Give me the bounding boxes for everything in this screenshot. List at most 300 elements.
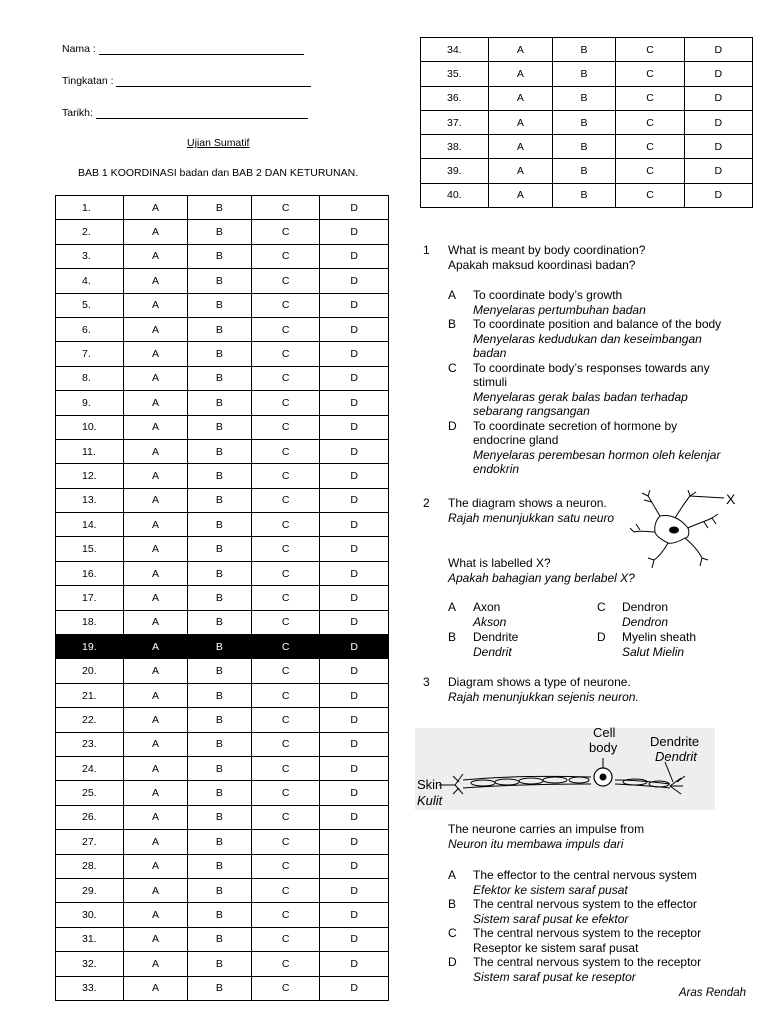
option-text-line: The central nervous system to the receptor bbox=[473, 926, 702, 940]
question-prompt-en: What is labelled X? bbox=[448, 556, 551, 570]
form-line bbox=[116, 75, 311, 87]
option-text-line: stimuli bbox=[473, 375, 508, 389]
question-3-stem bbox=[448, 822, 748, 852]
option-text-en: Dendron bbox=[622, 600, 669, 614]
answer-option-d[interactable]: D bbox=[320, 342, 389, 366]
answer-option-a[interactable]: A bbox=[124, 586, 188, 610]
answer-option-d[interactable]: D bbox=[684, 135, 752, 159]
answer-option-b[interactable]: B bbox=[552, 159, 616, 183]
name-field bbox=[62, 43, 304, 55]
question-text-ms: Rajah menunjukkan satu neuro bbox=[448, 510, 615, 525]
answer-row bbox=[421, 159, 753, 183]
question-number-cell: 22. bbox=[56, 708, 124, 732]
answer-option-a[interactable]: A bbox=[124, 610, 188, 634]
option-b[interactable] bbox=[448, 317, 748, 361]
answer-option-b[interactable]: B bbox=[187, 830, 251, 854]
option-text-line: Menyelaras pertumbuhan badan bbox=[473, 302, 646, 317]
option-letter: D bbox=[448, 955, 457, 969]
answer-option-c[interactable]: C bbox=[251, 732, 320, 756]
question-number-cell: 20. bbox=[56, 659, 124, 683]
option-c[interactable] bbox=[597, 600, 737, 630]
answer-option-a[interactable]: A bbox=[489, 159, 553, 183]
answer-option-c[interactable]: C bbox=[251, 391, 320, 415]
answer-row bbox=[56, 269, 389, 293]
answer-option-b[interactable]: B bbox=[187, 488, 251, 512]
answer-option-d[interactable]: D bbox=[320, 854, 389, 878]
answer-option-b[interactable]: B bbox=[187, 391, 251, 415]
answer-option-d[interactable]: D bbox=[320, 732, 389, 756]
answer-option-c[interactable]: C bbox=[616, 86, 684, 110]
answer-row bbox=[56, 561, 389, 585]
option-letter: C bbox=[597, 600, 606, 614]
answer-option-c[interactable]: C bbox=[251, 708, 320, 732]
answer-option-b[interactable]: B bbox=[187, 317, 251, 341]
option-text-line: endocrine gland bbox=[473, 433, 559, 447]
answer-option-c[interactable]: C bbox=[251, 927, 320, 951]
option-text-line: badan bbox=[473, 346, 507, 360]
answer-option-b[interactable]: B bbox=[187, 732, 251, 756]
question-number-cell: 8. bbox=[56, 366, 124, 390]
answer-row bbox=[421, 86, 753, 110]
question-number-cell: 7. bbox=[56, 342, 124, 366]
question-number-cell: 16. bbox=[56, 561, 124, 585]
question-1 bbox=[423, 243, 753, 271]
answer-option-c[interactable]: C bbox=[251, 878, 320, 902]
option-letter: D bbox=[448, 418, 457, 433]
name-line bbox=[99, 43, 304, 55]
answer-option-c[interactable]: C bbox=[616, 38, 684, 62]
option-letter: B bbox=[448, 317, 457, 331]
answer-option-a[interactable]: A bbox=[124, 635, 188, 659]
option-text-line: Menyelaras kedudukan dan keseimbangan bbox=[473, 331, 702, 346]
answer-option-a[interactable]: A bbox=[124, 537, 188, 561]
answer-option-a[interactable]: A bbox=[124, 683, 188, 707]
answer-option-b[interactable]: B bbox=[187, 220, 251, 244]
answer-option-a[interactable]: A bbox=[124, 903, 188, 927]
answer-option-a[interactable]: A bbox=[489, 86, 553, 110]
answer-option-a[interactable]: A bbox=[124, 732, 188, 756]
option-text-ms: Akson bbox=[473, 614, 507, 629]
answer-option-c[interactable]: C bbox=[251, 610, 320, 634]
answer-option-a[interactable]: A bbox=[124, 415, 188, 439]
answer-option-c[interactable]: C bbox=[251, 439, 320, 463]
option-letter: D bbox=[597, 630, 606, 644]
question-number: 1 bbox=[423, 243, 430, 257]
answer-option-d[interactable]: D bbox=[320, 415, 389, 439]
answer-option-c[interactable]: C bbox=[251, 756, 320, 780]
question-number-cell: 9. bbox=[56, 391, 124, 415]
question-number-cell: 14. bbox=[56, 513, 124, 537]
label-dendrite: Dendrite bbox=[650, 734, 700, 749]
answer-option-c[interactable]: C bbox=[251, 854, 320, 878]
question-number-cell: 37. bbox=[421, 110, 489, 134]
answer-option-c[interactable]: C bbox=[251, 952, 320, 976]
answer-option-b[interactable]: B bbox=[552, 86, 616, 110]
answer-option-d[interactable]: D bbox=[320, 366, 389, 390]
answer-option-b[interactable]: B bbox=[552, 38, 616, 62]
date-line bbox=[96, 107, 308, 119]
option-text-line: To coordinate body’s growth bbox=[473, 288, 623, 302]
form-field bbox=[62, 75, 311, 87]
answer-option-b[interactable]: B bbox=[187, 683, 251, 707]
answer-option-a[interactable]: A bbox=[124, 659, 188, 683]
answer-option-b[interactable]: B bbox=[552, 110, 616, 134]
answer-option-c[interactable]: C bbox=[251, 635, 320, 659]
answer-row bbox=[56, 488, 389, 512]
form-label: Tingkatan : bbox=[62, 75, 114, 87]
label-body: body bbox=[589, 740, 618, 755]
answer-option-c[interactable]: C bbox=[251, 488, 320, 512]
answer-option-a[interactable]: A bbox=[124, 244, 188, 268]
answer-option-d[interactable]: D bbox=[320, 610, 389, 634]
answer-option-d[interactable]: D bbox=[320, 269, 389, 293]
answer-option-a[interactable]: A bbox=[124, 781, 188, 805]
option-text-line: Menyelaras perembesan hormon oleh kelenjar bbox=[473, 447, 721, 462]
question-number-cell: 32. bbox=[56, 952, 124, 976]
answer-option-b[interactable]: B bbox=[187, 464, 251, 488]
answer-option-b[interactable]: B bbox=[187, 513, 251, 537]
option-a[interactable] bbox=[448, 288, 748, 317]
answer-option-d[interactable]: D bbox=[320, 927, 389, 951]
option-letter: A bbox=[448, 868, 457, 882]
answer-option-a[interactable]: A bbox=[124, 513, 188, 537]
option-d[interactable] bbox=[448, 955, 748, 984]
answer-option-b[interactable]: B bbox=[187, 756, 251, 780]
answer-option-b[interactable]: B bbox=[187, 781, 251, 805]
answer-option-d[interactable]: D bbox=[320, 635, 389, 659]
answer-option-d[interactable]: D bbox=[684, 62, 752, 86]
answer-row bbox=[56, 903, 389, 927]
answer-option-c[interactable]: C bbox=[251, 269, 320, 293]
answer-option-a[interactable]: A bbox=[489, 135, 553, 159]
answer-option-b[interactable]: B bbox=[187, 293, 251, 317]
answer-option-c[interactable]: C bbox=[251, 317, 320, 341]
question-number-cell: 11. bbox=[56, 439, 124, 463]
question-number-cell: 34. bbox=[421, 38, 489, 62]
answer-option-a[interactable]: A bbox=[124, 708, 188, 732]
difficulty-note: Aras Rendah bbox=[678, 987, 746, 999]
answer-option-c[interactable]: C bbox=[251, 366, 320, 390]
answer-option-b[interactable]: B bbox=[187, 854, 251, 878]
answer-option-d[interactable]: D bbox=[320, 756, 389, 780]
answer-row bbox=[56, 391, 389, 415]
answer-option-a[interactable]: A bbox=[124, 927, 188, 951]
question-number: 2 bbox=[423, 496, 430, 510]
answer-option-c[interactable]: C bbox=[616, 135, 684, 159]
answer-option-a[interactable]: A bbox=[124, 976, 188, 1000]
question-number-cell: 40. bbox=[421, 183, 489, 207]
answer-row bbox=[56, 635, 389, 659]
answer-option-b[interactable]: B bbox=[187, 952, 251, 976]
question-number-cell: 27. bbox=[56, 830, 124, 854]
answer-row bbox=[56, 732, 389, 756]
question-text-ms: Apakah maksud koordinasi badan? bbox=[448, 257, 636, 272]
option-b[interactable] bbox=[448, 630, 588, 660]
answer-option-c[interactable]: C bbox=[251, 903, 320, 927]
answer-option-a[interactable]: A bbox=[124, 293, 188, 317]
question-number-cell: 2. bbox=[56, 220, 124, 244]
option-a[interactable] bbox=[448, 600, 588, 630]
answer-option-b[interactable]: B bbox=[187, 976, 251, 1000]
answer-option-a[interactable]: A bbox=[124, 488, 188, 512]
answer-option-a[interactable]: A bbox=[124, 830, 188, 854]
answer-option-d[interactable]: D bbox=[320, 391, 389, 415]
answer-option-b[interactable]: B bbox=[552, 183, 616, 207]
question-number-cell: 23. bbox=[56, 732, 124, 756]
answer-row bbox=[56, 756, 389, 780]
option-letter: C bbox=[448, 926, 457, 940]
answer-option-d[interactable]: D bbox=[684, 183, 752, 207]
answer-option-a[interactable]: A bbox=[124, 269, 188, 293]
answer-option-b[interactable]: B bbox=[187, 708, 251, 732]
answer-option-a[interactable]: A bbox=[489, 38, 553, 62]
answer-option-d[interactable]: D bbox=[320, 464, 389, 488]
question-stem-en: The neurone carries an impulse from bbox=[448, 822, 645, 836]
answer-option-c[interactable]: C bbox=[251, 220, 320, 244]
answer-option-a[interactable]: A bbox=[124, 561, 188, 585]
answer-row bbox=[421, 135, 753, 159]
answer-option-a[interactable]: A bbox=[124, 952, 188, 976]
answer-option-b[interactable]: B bbox=[187, 927, 251, 951]
answer-option-d[interactable]: D bbox=[320, 976, 389, 1000]
question-number-cell: 21. bbox=[56, 683, 124, 707]
answer-option-d[interactable]: D bbox=[320, 830, 389, 854]
answer-option-d[interactable]: D bbox=[320, 439, 389, 463]
question-number-cell: 38. bbox=[421, 135, 489, 159]
answer-table-left bbox=[55, 195, 389, 1001]
answer-row bbox=[56, 610, 389, 634]
answer-option-c[interactable]: C bbox=[251, 342, 320, 366]
option-c[interactable] bbox=[448, 361, 748, 419]
answer-option-c[interactable]: C bbox=[251, 683, 320, 707]
answer-option-b[interactable]: B bbox=[187, 439, 251, 463]
answer-option-c[interactable]: C bbox=[616, 110, 684, 134]
label-x: X bbox=[726, 491, 736, 507]
answer-option-b[interactable]: B bbox=[187, 366, 251, 390]
answer-option-d[interactable]: D bbox=[684, 38, 752, 62]
answer-option-b[interactable]: B bbox=[187, 537, 251, 561]
question-text-en: What is meant by body coordination? bbox=[448, 243, 646, 257]
answer-option-c[interactable]: C bbox=[616, 62, 684, 86]
answer-option-d[interactable]: D bbox=[320, 293, 389, 317]
option-text-line: Efektor ke sistem saraf pusat bbox=[473, 882, 628, 897]
label-skin: Skin bbox=[417, 777, 443, 792]
answer-option-d[interactable]: D bbox=[320, 903, 389, 927]
answer-row bbox=[56, 927, 389, 951]
answer-option-c[interactable]: C bbox=[251, 415, 320, 439]
answer-option-a[interactable]: A bbox=[489, 110, 553, 134]
question-number-cell: 17. bbox=[56, 586, 124, 610]
answer-option-b[interactable]: B bbox=[187, 342, 251, 366]
answer-row bbox=[56, 805, 389, 829]
option-letter: A bbox=[448, 288, 457, 302]
answer-option-b[interactable]: B bbox=[187, 269, 251, 293]
option-text-line: Menyelaras gerak balas badan terhadap bbox=[473, 389, 688, 404]
answer-option-c[interactable]: C bbox=[251, 537, 320, 561]
question-number-cell: 19. bbox=[56, 635, 124, 659]
answer-option-c[interactable]: C bbox=[616, 159, 684, 183]
answer-option-b[interactable]: B bbox=[187, 561, 251, 585]
answer-option-b[interactable]: B bbox=[187, 610, 251, 634]
answer-option-c[interactable]: C bbox=[251, 586, 320, 610]
question-text-en: The diagram shows a neuron. bbox=[448, 496, 607, 510]
page-title: Ujian Sumatif bbox=[187, 137, 250, 149]
page-subtitle: BAB 1 KOORDINASI badan dan BAB 2 DAN KETURUNAN. bbox=[78, 167, 359, 179]
option-text-line: To coordinate position and balance of the body bbox=[473, 317, 722, 331]
answer-option-c[interactable]: C bbox=[251, 830, 320, 854]
answer-option-c[interactable]: C bbox=[251, 513, 320, 537]
answer-option-b[interactable]: B bbox=[187, 659, 251, 683]
answer-option-d[interactable]: D bbox=[320, 561, 389, 585]
question-number-cell: 4. bbox=[56, 269, 124, 293]
answer-row bbox=[56, 366, 389, 390]
question-number-cell: 3. bbox=[56, 244, 124, 268]
question-number-cell: 15. bbox=[56, 537, 124, 561]
answer-row bbox=[56, 952, 389, 976]
option-letter: B bbox=[448, 897, 457, 911]
question-number: 3 bbox=[423, 675, 430, 689]
answer-option-b[interactable]: B bbox=[187, 805, 251, 829]
question-2 bbox=[423, 496, 633, 524]
answer-option-d[interactable]: D bbox=[320, 586, 389, 610]
answer-option-d[interactable]: D bbox=[684, 159, 752, 183]
option-text-en: Myelin sheath bbox=[622, 630, 697, 644]
answer-row bbox=[56, 537, 389, 561]
answer-row bbox=[56, 415, 389, 439]
option-text-ms: Salut Mielin bbox=[622, 644, 685, 659]
option-letter: C bbox=[448, 360, 457, 375]
option-a[interactable] bbox=[448, 868, 748, 897]
answer-option-a[interactable]: A bbox=[489, 183, 553, 207]
answer-option-d[interactable]: D bbox=[320, 952, 389, 976]
answer-option-d[interactable]: D bbox=[320, 878, 389, 902]
option-text-line: Sistem saraf pusat ke reseptor bbox=[473, 969, 636, 984]
answer-option-b[interactable]: B bbox=[552, 62, 616, 86]
answer-option-a[interactable]: A bbox=[124, 439, 188, 463]
question-number-cell: 25. bbox=[56, 781, 124, 805]
answer-row bbox=[421, 38, 753, 62]
answer-option-c[interactable]: C bbox=[616, 183, 684, 207]
answer-option-c[interactable]: C bbox=[251, 464, 320, 488]
question-number-cell: 1. bbox=[56, 196, 124, 220]
question-number-cell: 5. bbox=[56, 293, 124, 317]
option-letter: A bbox=[448, 600, 457, 614]
answer-option-d[interactable]: D bbox=[320, 488, 389, 512]
option-b[interactable] bbox=[448, 897, 748, 926]
answer-option-b[interactable]: B bbox=[552, 135, 616, 159]
answer-option-c[interactable]: C bbox=[251, 244, 320, 268]
answer-option-d[interactable]: D bbox=[320, 244, 389, 268]
answer-option-d[interactable]: D bbox=[320, 781, 389, 805]
answer-option-a[interactable]: A bbox=[124, 391, 188, 415]
answer-option-a[interactable]: A bbox=[124, 805, 188, 829]
question-number-cell: 29. bbox=[56, 878, 124, 902]
answer-option-d[interactable]: D bbox=[320, 708, 389, 732]
answer-option-d[interactable]: D bbox=[320, 317, 389, 341]
answer-option-b[interactable]: B bbox=[187, 196, 251, 220]
answer-option-a[interactable]: A bbox=[124, 854, 188, 878]
question-number-cell: 24. bbox=[56, 756, 124, 780]
option-letter: B bbox=[448, 630, 457, 644]
answer-row bbox=[56, 513, 389, 537]
name-label: Nama : bbox=[62, 43, 96, 55]
option-text-line: Reseptor ke sistem saraf pusat bbox=[473, 940, 639, 955]
answer-option-a[interactable]: A bbox=[124, 342, 188, 366]
answer-option-b[interactable]: B bbox=[187, 903, 251, 927]
question-number-cell: 28. bbox=[56, 854, 124, 878]
answer-option-c[interactable]: C bbox=[251, 293, 320, 317]
answer-option-a[interactable]: A bbox=[124, 464, 188, 488]
answer-option-a[interactable]: A bbox=[124, 317, 188, 341]
answer-option-a[interactable]: A bbox=[489, 62, 553, 86]
option-d[interactable] bbox=[448, 419, 748, 477]
answer-option-d[interactable]: D bbox=[320, 196, 389, 220]
option-text-ms: Dendron bbox=[622, 614, 669, 629]
label-cell: Cell bbox=[593, 725, 616, 740]
option-text-line: The effector to the central nervous system bbox=[473, 868, 697, 882]
option-d[interactable] bbox=[597, 630, 737, 660]
sensory-neuron-diagram bbox=[415, 722, 715, 814]
answer-option-c[interactable]: C bbox=[251, 781, 320, 805]
option-text-en: Axon bbox=[473, 600, 501, 614]
answer-option-b[interactable]: B bbox=[187, 415, 251, 439]
answer-option-d[interactable]: D bbox=[320, 683, 389, 707]
answer-option-d[interactable]: D bbox=[320, 537, 389, 561]
answer-option-d[interactable]: D bbox=[320, 659, 389, 683]
label-kulit: Kulit bbox=[417, 793, 443, 808]
answer-row bbox=[56, 293, 389, 317]
answer-option-b[interactable]: B bbox=[187, 244, 251, 268]
answer-option-d[interactable]: D bbox=[320, 513, 389, 537]
answer-row bbox=[56, 878, 389, 902]
answer-option-a[interactable]: A bbox=[124, 196, 188, 220]
answer-option-b[interactable]: B bbox=[187, 635, 251, 659]
answer-option-c[interactable]: C bbox=[251, 805, 320, 829]
answer-option-b[interactable]: B bbox=[187, 878, 251, 902]
question-number-cell: 13. bbox=[56, 488, 124, 512]
answer-row bbox=[56, 244, 389, 268]
cell-nucleus bbox=[600, 774, 607, 781]
question-number-cell: 36. bbox=[421, 86, 489, 110]
answer-row bbox=[56, 781, 389, 805]
question-2-prompt bbox=[448, 556, 748, 586]
question-text-ms: Rajah menunjukkan sejenis neuron. bbox=[448, 689, 639, 704]
option-text-en: Dendrite bbox=[473, 630, 519, 644]
answer-option-d[interactable]: D bbox=[320, 220, 389, 244]
option-text-line: The central nervous system to the effector bbox=[473, 897, 697, 911]
answer-option-a[interactable]: A bbox=[124, 756, 188, 780]
date-label: Tarikh: bbox=[62, 107, 93, 119]
answer-option-d[interactable]: D bbox=[320, 805, 389, 829]
question-number-cell: 12. bbox=[56, 464, 124, 488]
answer-option-d[interactable]: D bbox=[684, 110, 752, 134]
answer-row bbox=[56, 830, 389, 854]
answer-option-a[interactable]: A bbox=[124, 220, 188, 244]
answer-option-b[interactable]: B bbox=[187, 586, 251, 610]
answer-option-d[interactable]: D bbox=[684, 86, 752, 110]
answer-option-a[interactable]: A bbox=[124, 366, 188, 390]
answer-row bbox=[56, 586, 389, 610]
option-text-line: The central nervous system to the receptor bbox=[473, 955, 702, 969]
answer-option-a[interactable]: A bbox=[124, 878, 188, 902]
answer-option-c[interactable]: C bbox=[251, 976, 320, 1000]
answer-row bbox=[421, 62, 753, 86]
option-c[interactable] bbox=[448, 926, 748, 955]
answer-option-c[interactable]: C bbox=[251, 659, 320, 683]
question-number-cell: 18. bbox=[56, 610, 124, 634]
answer-option-c[interactable]: C bbox=[251, 561, 320, 585]
answer-option-c[interactable]: C bbox=[251, 196, 320, 220]
